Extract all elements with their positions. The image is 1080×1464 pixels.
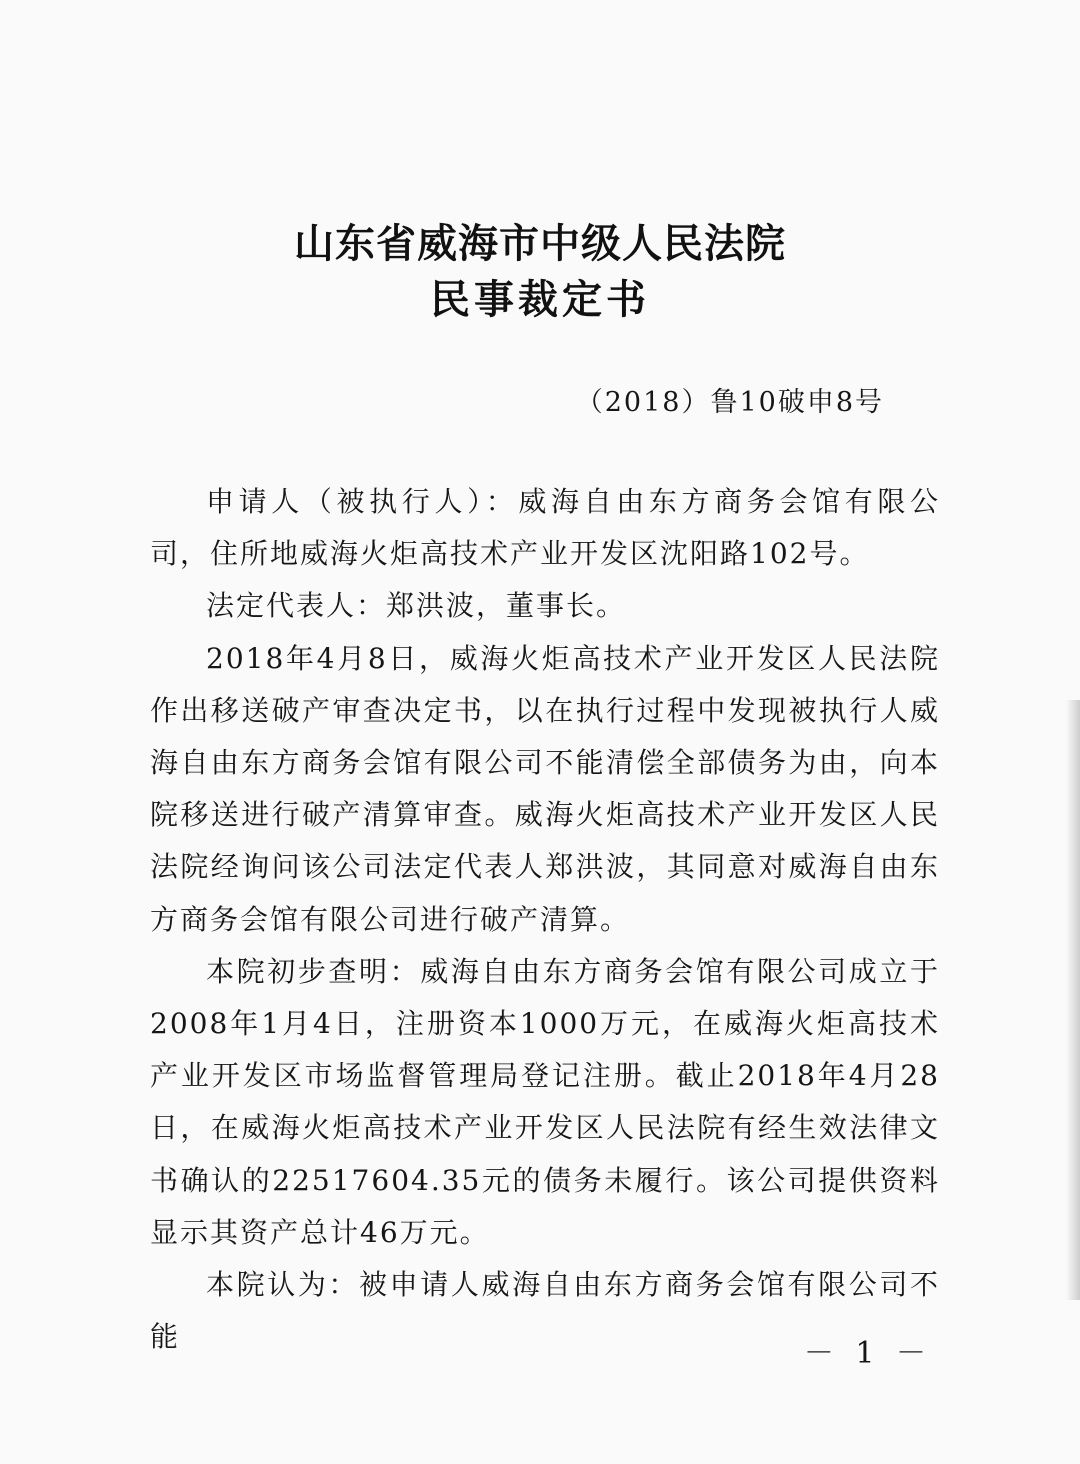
- document-type-title: 民事裁定书: [430, 276, 650, 323]
- page-edge-shadow: [1066, 700, 1080, 1300]
- document-body: [150, 476, 940, 1363]
- paragraph-applicant: 申请人（被执行人）：威海自由东方商务会馆有限公司，住所地威海火炬高技术产业开发区沈阳路102号。: [150, 485, 940, 571]
- paragraph-legal-representative: 法定代表人：郑洪波，董事长。: [206, 589, 627, 623]
- case-number: （2018）鲁10破申8号: [575, 387, 884, 418]
- paragraph-court-opinion: 本院认为：被申请人威海自由东方商务会馆有限公司不能: [150, 1268, 940, 1354]
- court-name-title: 山东省威海市中级人民法院: [294, 220, 786, 267]
- paragraph-transfer-decision: 2018年4月8日，威海火炬高技术产业开发区人民法院作出移送破产审查决定书，以在执行过程中发现被执行人威海自由东方商务会馆有限公司不能清偿全部债务为由，向本院移送进行破产清算审查。威海火炬高技术产业开发区人民法院经询问该公司法定代表人郑洪波，其同意对威海自由东方商务会馆有限公司进行破产清算。: [150, 641, 940, 936]
- page-number: － 1 －: [803, 1336, 932, 1371]
- paragraph-findings: 本院初步查明：威海自由东方商务会馆有限公司成立于2008年1月4日，注册资本1000万元，在威海火炬高技术产业开发区市场监督管理局登记注册。截止2018年4月28日，在威海火炬高技术产业开发区人民法院有经生效法律文书确认的22517604.35元的债务未履行。该公司提供资料显示其资产总计46万元。: [150, 954, 940, 1249]
